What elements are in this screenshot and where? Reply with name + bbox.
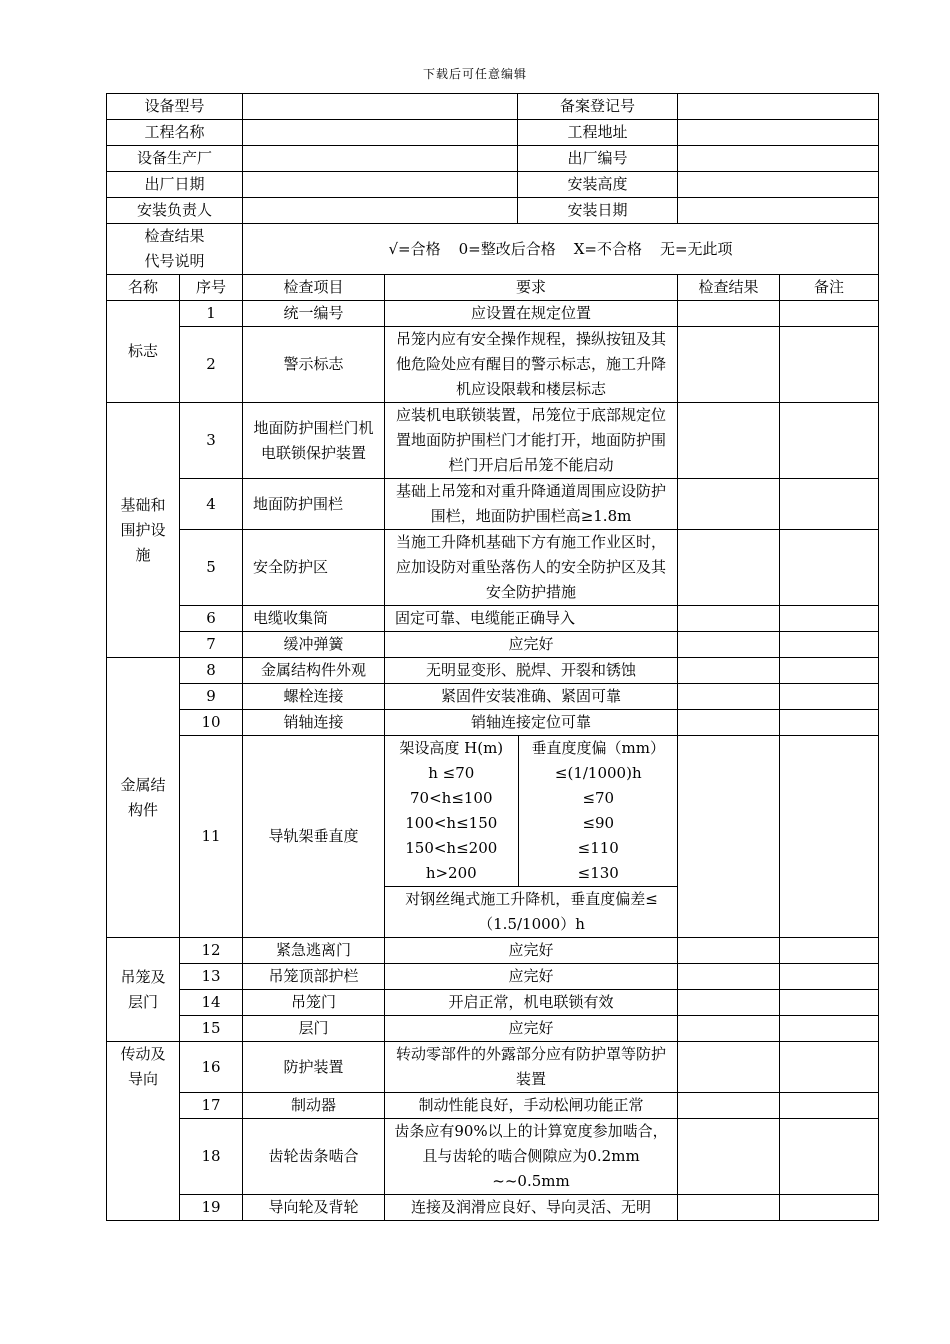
item-requirement: 应完好: [385, 1016, 678, 1042]
remark-cell[interactable]: [780, 710, 879, 736]
info-value[interactable]: [678, 94, 879, 120]
item-name: 防护装置: [243, 1042, 385, 1093]
item-name: 齿轮齿条啮合: [243, 1119, 385, 1195]
table-row: [107, 327, 879, 403]
page-header: 下载后可任意编辑: [422, 67, 527, 81]
info-label: 出厂编号: [518, 146, 678, 172]
remark-cell[interactable]: [780, 530, 879, 606]
group-name: 传动及导向: [107, 1042, 180, 1221]
item-name: 安全防护区: [243, 530, 385, 606]
item-name: 层门: [243, 1016, 385, 1042]
item-requirement: 应装机电联锁装置，吊笼位于底部规定位置地面防护围栏门才能打开，地面防护围栏门开启后吊笼不能启动: [385, 403, 678, 479]
table-row: [107, 964, 879, 990]
item-number: 5: [180, 530, 243, 606]
info-label: 出厂日期: [107, 172, 243, 198]
item-name: 销轴连接: [243, 710, 385, 736]
result-cell[interactable]: [678, 964, 780, 990]
remark-cell[interactable]: [780, 327, 879, 403]
info-label: 安装日期: [518, 198, 678, 224]
remark-cell[interactable]: [780, 632, 879, 658]
item-name: 螺栓连接: [243, 684, 385, 710]
table-row: [107, 479, 879, 530]
item-requirement: 齿条应有90%以上的计算宽度参加啮合，且与齿轮的啮合侧隙应为0.2mm ~~0.5mm: [385, 1119, 678, 1195]
item-number: 2: [180, 327, 243, 403]
remark-cell[interactable]: [780, 964, 879, 990]
item-name: 金属结构件外观: [243, 658, 385, 684]
item-requirement: 应完好: [385, 964, 678, 990]
table-row: [107, 1195, 879, 1221]
info-row: [107, 198, 879, 224]
item-number: 4: [180, 479, 243, 530]
result-cell[interactable]: [678, 684, 780, 710]
item-name: 统一编号: [243, 301, 385, 327]
table-row: [107, 736, 879, 938]
item-requirement: 固定可靠、电缆能正确导入: [385, 606, 678, 632]
info-value[interactable]: [678, 198, 879, 224]
verticality-deviation: ≤110: [577, 839, 619, 857]
column-header: 检查结果: [678, 275, 780, 301]
item-requirement: 销轴连接定位可靠: [385, 710, 678, 736]
item-requirement: 应完好: [385, 632, 678, 658]
item-requirement: 吊笼内应有安全操作规程，操纵按钮及其他危险处应有醒目的警示标志，施工升降机应设限载和楼层标志: [385, 327, 678, 403]
remark-cell[interactable]: [780, 606, 879, 632]
result-cell[interactable]: [678, 1093, 780, 1119]
item-number: 7: [180, 632, 243, 658]
item-number: 18: [180, 1119, 243, 1195]
remark-cell[interactable]: [780, 1195, 879, 1221]
group-name: 吊笼及层门: [107, 938, 180, 1042]
table-row: [107, 684, 879, 710]
result-cell[interactable]: [678, 403, 780, 479]
item-requirement: 制动性能良好，手动松闸功能正常: [385, 1093, 678, 1119]
item-number: 1: [180, 301, 243, 327]
info-value[interactable]: [243, 146, 518, 172]
table-row: [107, 606, 879, 632]
info-row: [107, 120, 879, 146]
info-value[interactable]: [243, 198, 518, 224]
verticality-table: [385, 736, 678, 937]
info-row: [107, 94, 879, 120]
info-label: 设备型号: [107, 94, 243, 120]
table-row: [107, 1093, 879, 1119]
verticality-deviation: ≤90: [582, 814, 615, 832]
remark-cell[interactable]: [780, 479, 879, 530]
result-cell[interactable]: [678, 658, 780, 684]
result-cell[interactable]: [678, 327, 780, 403]
item-requirement: 连接及润滑应良好、导向灵活、无明: [385, 1195, 678, 1221]
code-legend: √=合格 0=整改后合格 X=不合格 无=无此项: [243, 224, 879, 275]
verticality-height: 150<h≤200: [385, 836, 518, 861]
item-name: 地面防护围栏: [243, 479, 385, 530]
verticality-head-deviation: 垂直度度偏（mm）: [531, 739, 665, 757]
table-row: [107, 301, 879, 327]
item-requirement: 开启正常，机电联锁有效: [385, 990, 678, 1016]
info-label: 设备生产厂: [107, 146, 243, 172]
inspection-table: [106, 93, 879, 1221]
verticality-head: [385, 736, 678, 761]
item-requirement: 应完好: [385, 938, 678, 964]
remark-cell[interactable]: [780, 1119, 879, 1195]
item-number: 3: [180, 403, 243, 479]
result-cell[interactable]: [678, 479, 780, 530]
table-row: [107, 530, 879, 606]
table-row: [107, 632, 879, 658]
column-header: 检查项目: [243, 275, 385, 301]
verticality-height: h>200: [385, 861, 518, 887]
remark-cell[interactable]: [780, 658, 879, 684]
result-cell[interactable]: [678, 301, 780, 327]
info-value[interactable]: [678, 146, 879, 172]
table-row: [107, 990, 879, 1016]
result-cell[interactable]: [678, 710, 780, 736]
info-value[interactable]: [678, 120, 879, 146]
item-name: 导向轮及背轮: [243, 1195, 385, 1221]
table-row: [107, 403, 879, 479]
info-value[interactable]: [243, 94, 518, 120]
info-value[interactable]: [243, 172, 518, 198]
item-name: 电缆收集筒: [243, 606, 385, 632]
result-cell[interactable]: [678, 1119, 780, 1195]
verticality-height: 100<h≤150: [385, 811, 518, 836]
item-number: 13: [180, 964, 243, 990]
item-number: 12: [180, 938, 243, 964]
item-number: 9: [180, 684, 243, 710]
info-label: 安装负责人: [107, 198, 243, 224]
result-cell[interactable]: [678, 1042, 780, 1093]
table-row: [107, 938, 879, 964]
result-cell[interactable]: [678, 632, 780, 658]
remark-cell[interactable]: [780, 1016, 879, 1042]
remark-cell[interactable]: [780, 684, 879, 710]
item-number: 10: [180, 710, 243, 736]
result-cell[interactable]: [678, 606, 780, 632]
result-cell[interactable]: [678, 1195, 780, 1221]
remark-cell[interactable]: [780, 403, 879, 479]
item-number: 8: [180, 658, 243, 684]
table-row: [107, 1119, 879, 1195]
info-label: 工程名称: [107, 120, 243, 146]
item-requirement: 基础上吊笼和对重升降通道周围应设防护围栏，地面防护围栏高≥1.8m: [385, 479, 678, 530]
item-number: 11: [180, 736, 243, 938]
verticality-note: 对钢丝绳式施工升降机，垂直度偏差≤（1.5/1000）h: [405, 890, 658, 933]
remark-cell[interactable]: [780, 1093, 879, 1119]
item-requirement: 无明显变形、脱焊、开裂和锈蚀: [385, 658, 678, 684]
item-name: 地面防护围栏门机电联锁保护装置: [243, 403, 385, 479]
remark-cell[interactable]: [780, 1042, 879, 1093]
result-cell[interactable]: [678, 938, 780, 964]
verticality-deviation: ≤130: [518, 861, 678, 887]
column-header: 名称: [107, 275, 180, 301]
item-number: 19: [180, 1195, 243, 1221]
info-value[interactable]: [243, 120, 518, 146]
item-name: 导轨架垂直度: [243, 736, 385, 938]
info-label: 备案登记号: [518, 94, 678, 120]
item-number: 14: [180, 990, 243, 1016]
remark-cell[interactable]: [780, 301, 879, 327]
item-requirement: 应设置在规定位置: [385, 301, 678, 327]
group-name: 基础和围护设施: [107, 403, 180, 658]
remark-cell[interactable]: [780, 990, 879, 1016]
verticality-head-height: 架设高度 H(m): [385, 736, 518, 761]
verticality-height: 70<h≤100: [385, 786, 518, 811]
item-name: 警示标志: [243, 327, 385, 403]
result-cell[interactable]: [678, 1016, 780, 1042]
result-cell[interactable]: [678, 990, 780, 1016]
code-legend-row: [107, 224, 879, 275]
item-number: 6: [180, 606, 243, 632]
info-value[interactable]: [678, 172, 879, 198]
group-name: 标志: [107, 301, 180, 403]
result-cell[interactable]: [678, 736, 780, 938]
table-row: [107, 1042, 879, 1093]
group-name: 金属结构件: [107, 658, 180, 938]
remark-cell[interactable]: [780, 736, 879, 938]
item-name: 吊笼门: [243, 990, 385, 1016]
item-requirement: 当施工升降机基础下方有施工作业区时，应加设防对重坠落伤人的安全防护区及其安全防护措施: [385, 530, 678, 606]
item-number: 16: [180, 1042, 243, 1093]
item-name: 吊笼顶部护栏: [243, 964, 385, 990]
item-name: 缓冲弹簧: [243, 632, 385, 658]
info-label: 工程地址: [518, 120, 678, 146]
info-row: [107, 172, 879, 198]
verticality-requirement: [385, 736, 678, 938]
column-header: 序号: [180, 275, 243, 301]
info-label: 安装高度: [518, 172, 678, 198]
item-requirement: 转动零部件的外露部分应有防护罩等防护装置: [385, 1042, 678, 1093]
verticality-deviation: ≤(1/1000)h: [554, 764, 642, 782]
item-name: 紧急逃离门: [243, 938, 385, 964]
result-cell[interactable]: [678, 530, 780, 606]
verticality-deviation: ≤70: [582, 789, 615, 807]
remark-cell[interactable]: [780, 938, 879, 964]
code-label: 检查结果 代号说明: [107, 224, 243, 275]
verticality-height: h ≤70: [385, 761, 518, 786]
info-row: [107, 146, 879, 172]
item-number: 17: [180, 1093, 243, 1119]
column-header: 要求: [385, 275, 678, 301]
table-row: [107, 710, 879, 736]
item-requirement: 紧固件安装准确、紧固可靠: [385, 684, 678, 710]
column-header-row: [107, 275, 879, 301]
item-name: 制动器: [243, 1093, 385, 1119]
table-row: [107, 658, 879, 684]
column-header: 备注: [780, 275, 879, 301]
table-row: [107, 1016, 879, 1042]
item-number: 15: [180, 1016, 243, 1042]
